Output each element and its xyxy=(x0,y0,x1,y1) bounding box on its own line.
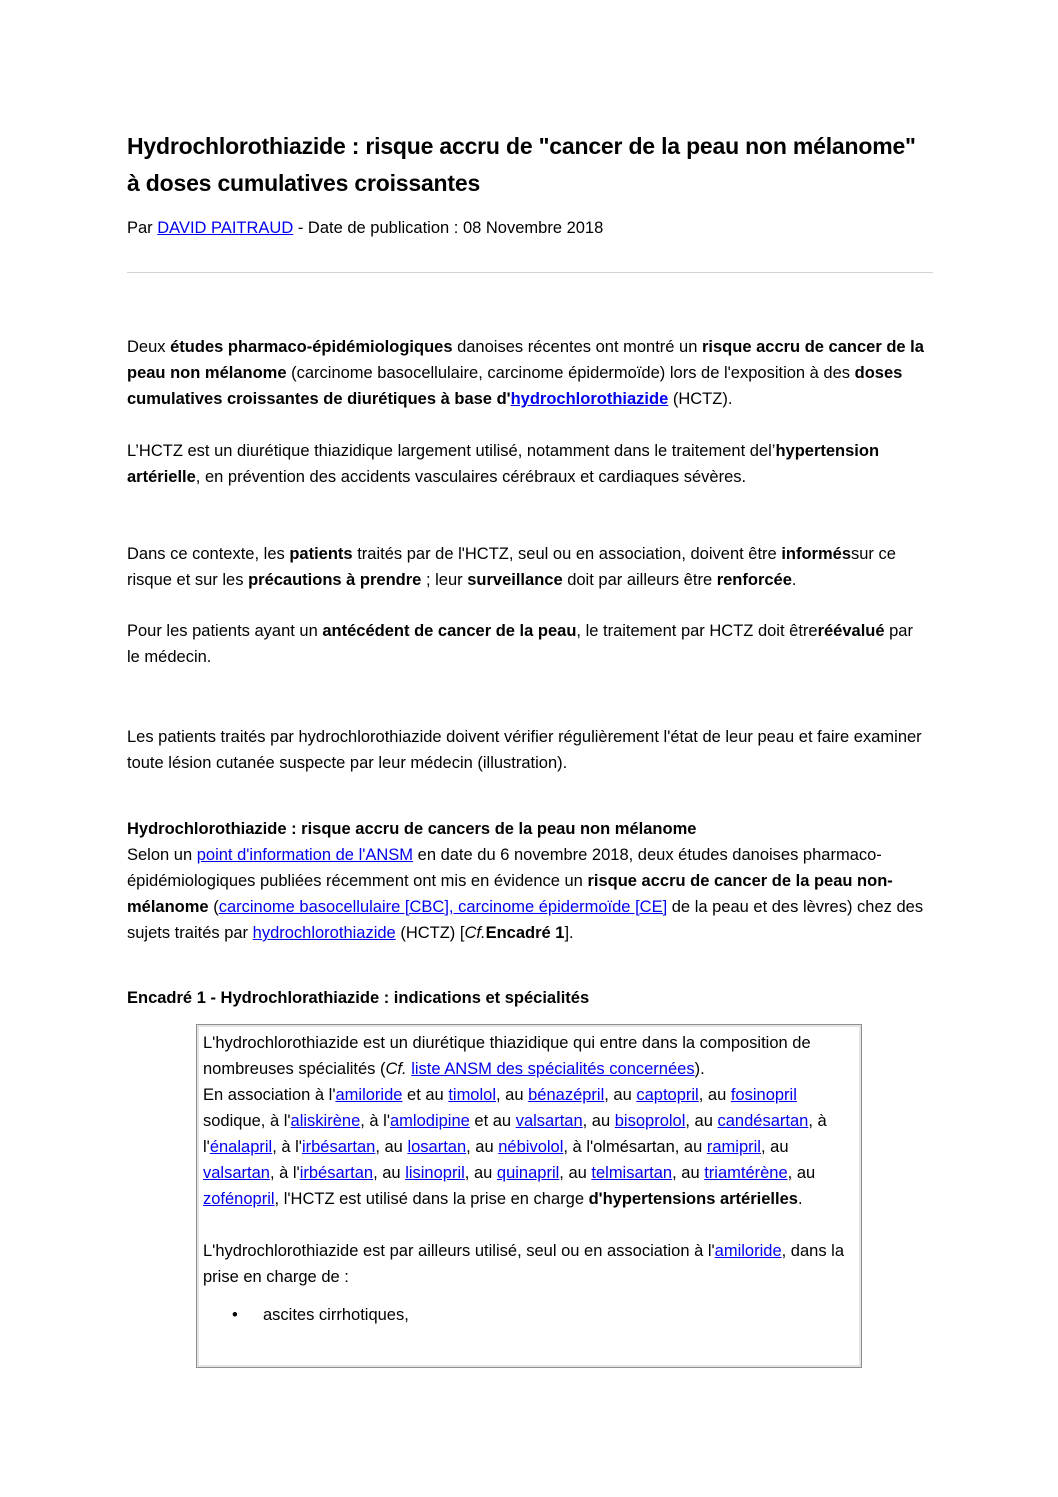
text: traités par de l'HCTZ, seul ou en association, doivent être xyxy=(352,545,782,563)
text: , au xyxy=(787,1164,816,1182)
drug-link[interactable]: valsartan xyxy=(203,1164,270,1182)
text: . xyxy=(797,1190,803,1208)
bold-text: informés xyxy=(781,545,851,563)
bold-text: surveillance xyxy=(467,571,563,589)
text: , au xyxy=(466,1138,499,1156)
paragraph-hctz xyxy=(127,438,927,490)
text: , au xyxy=(672,1164,705,1182)
paragraph-antecedent xyxy=(127,618,927,670)
text: (HCTZ) [ xyxy=(395,924,465,942)
text: doit par ailleurs être xyxy=(562,571,717,589)
drug-link[interactable]: fosinopril xyxy=(730,1086,797,1104)
text: , à l'olmésartan, au xyxy=(563,1138,707,1156)
text: , au xyxy=(496,1086,529,1104)
text: Dans ce contexte, les xyxy=(127,545,290,563)
text: et au xyxy=(469,1112,516,1130)
list-item xyxy=(203,1302,855,1328)
list-item-text: ascites cirrhotiques, xyxy=(263,1306,409,1324)
drug-link[interactable]: énalapril xyxy=(209,1138,273,1156)
drug-link[interactable]: losartan xyxy=(407,1138,467,1156)
drug-link[interactable]: lisinopril xyxy=(405,1164,465,1182)
drug-link[interactable]: zofénopril xyxy=(203,1190,275,1208)
box-content xyxy=(203,1030,855,1328)
drug-link[interactable]: nébivolol xyxy=(498,1138,564,1156)
text: sur ce risque et sur les xyxy=(127,545,896,589)
article-title: Hydrochlorothiazide : risque accru de "cancer de la peau non mélanome" à doses cumulatives croissantes xyxy=(127,133,916,196)
bold-text: réévalué xyxy=(817,622,885,640)
text: Selon un xyxy=(127,846,197,864)
drug-link[interactable]: triamtérène xyxy=(704,1164,788,1182)
text: , au xyxy=(760,1138,789,1156)
bold-text: antécédent de cancer de la peau xyxy=(322,622,577,640)
drug-link[interactable]: amlodipine xyxy=(390,1112,470,1130)
drug-link[interactable]: quinapril xyxy=(496,1164,560,1182)
byline-prefix: Par xyxy=(127,219,158,237)
text: Les patients traités par hydrochlorothiazide doivent vérifier régulièrement l'état de leur peau et faire examiner toute lésion cutanée suspecte par leur médecin (illustration). xyxy=(127,728,922,772)
bold-text: doses cumulatives croissantes de diurétiques à base d' xyxy=(127,364,903,408)
paragraph-context xyxy=(127,541,927,593)
text: , à l' xyxy=(272,1138,302,1156)
text: , au xyxy=(604,1086,637,1104)
hydrochlorothiazide-link[interactable]: hydrochlorothiazide xyxy=(252,924,396,942)
text: (HCTZ). xyxy=(668,390,733,408)
bold-text: patients xyxy=(289,545,353,563)
text: , à l' xyxy=(203,1112,827,1156)
text: , à l' xyxy=(269,1164,300,1182)
text: , en prévention des accidents vasculaires cérébraux et cardiaques sévères. xyxy=(195,468,747,486)
publication-date: - Date de publication : 08 Novembre 2018 xyxy=(293,219,604,237)
bold-text: précautions à prendre xyxy=(248,571,422,589)
author-link[interactable]: DAVID PAITRAUD xyxy=(157,219,294,237)
text: Pour les patients ayant un xyxy=(127,622,323,640)
text: , le traitement par HCTZ doit être xyxy=(576,622,818,640)
text: danoises récentes ont montré un xyxy=(452,338,702,356)
text: . xyxy=(791,571,797,589)
text: Deux xyxy=(127,338,171,356)
text: , à l' xyxy=(360,1112,390,1130)
text: ]. xyxy=(564,924,574,942)
text: de la peau et des lèvres) chez des sujets traités par xyxy=(127,898,924,942)
bold-text: études pharmaco-épidémiologiques xyxy=(170,338,453,356)
italic-text: Cf. xyxy=(464,924,486,942)
paragraph-illustration xyxy=(127,724,927,776)
bold-text: risque accru de cancer de la peau non mélanome xyxy=(127,338,924,382)
drug-link[interactable]: irbésartan xyxy=(299,1164,374,1182)
text: , dans la prise en charge de : xyxy=(203,1242,844,1286)
italic-text: Cf. xyxy=(385,1060,407,1078)
text: par le médecin. xyxy=(127,622,913,666)
drug-link[interactable]: valsartan xyxy=(515,1112,583,1130)
amiloride-link[interactable]: amiloride xyxy=(714,1242,782,1260)
paragraph-intro xyxy=(127,334,927,412)
text: L’HCTZ est un diurétique thiazidique largement utilisé, notamment dans le traitement del’ xyxy=(127,442,776,460)
divider xyxy=(127,272,933,273)
bullet-icon: • xyxy=(232,1306,238,1324)
text: (carcinome basocellulaire, carcinome épidermoïde) lors de l'exposition à des xyxy=(286,364,855,382)
text: , au xyxy=(698,1086,731,1104)
text: L'hydrochlorothiazide est par ailleurs utilisé, seul ou en association à l' xyxy=(203,1242,715,1260)
text: , au xyxy=(685,1112,718,1130)
ansm-list-link[interactable]: liste ANSM des spécialités concernées xyxy=(411,1060,695,1078)
drug-link[interactable]: telmisartan xyxy=(591,1164,673,1182)
text: , au xyxy=(582,1112,615,1130)
drug-link[interactable]: aliskirène xyxy=(290,1112,361,1130)
text: , au xyxy=(559,1164,592,1182)
drug-link[interactable]: bénazépril xyxy=(528,1086,605,1104)
text: En association à l' xyxy=(203,1086,336,1104)
bold-text: renforcée xyxy=(716,571,792,589)
ansm-info-link[interactable]: point d'information de l'ANSM xyxy=(196,846,414,864)
drug-link[interactable]: captopril xyxy=(636,1086,699,1104)
bold-text: risque accru de cancer de la peau non-mélanome xyxy=(127,872,893,916)
bold-text: Encadré 1 xyxy=(485,924,565,942)
text: sodique, à l' xyxy=(203,1112,291,1130)
box-title: Encadré 1 - Hydrochlorathiazide : indications et spécialités xyxy=(127,989,590,1007)
bold-text: d'hypertensions artérielles xyxy=(588,1190,798,1208)
drug-link[interactable]: ramipril xyxy=(706,1138,761,1156)
hydrochlorothiazide-link[interactable]: hydrochlorothiazide xyxy=(510,390,669,408)
text: ( xyxy=(208,898,219,916)
section-heading: Hydrochlorothiazide : risque accru de cancers de la peau non mélanome xyxy=(127,820,697,838)
bold-text: hypertension artérielle xyxy=(127,442,880,486)
encadre-box xyxy=(196,1024,862,1368)
text: et au xyxy=(402,1086,449,1104)
drug-link[interactable]: bisoprolol xyxy=(614,1112,686,1130)
text: ). xyxy=(694,1060,705,1078)
text: L'hydrochlorothiazide est un diurétique thiazidique qui entre dans la composition de nombreuses spécialités ( xyxy=(203,1034,811,1078)
text: , au xyxy=(375,1138,408,1156)
drug-link[interactable]: timolol xyxy=(448,1086,496,1104)
carcinome-link[interactable]: carcinome basocellulaire [CBC], carcinome épidermoïde [CE] xyxy=(218,898,668,916)
drug-link[interactable]: irbésartan xyxy=(301,1138,376,1156)
text: , l'HCTZ est utilisé dans la prise en charge xyxy=(274,1190,589,1208)
section-risk xyxy=(127,816,927,946)
text: , au xyxy=(464,1164,497,1182)
drug-link[interactable]: amiloride xyxy=(335,1086,403,1104)
text: en date du 6 novembre 2018, deux études danoises pharmaco-épidémiologiques publiées récemment ont mis en évidence un xyxy=(127,846,882,890)
drug-link[interactable]: candésartan xyxy=(717,1112,809,1130)
text: ; leur xyxy=(421,571,468,589)
text: , au xyxy=(373,1164,406,1182)
byline xyxy=(127,216,603,240)
